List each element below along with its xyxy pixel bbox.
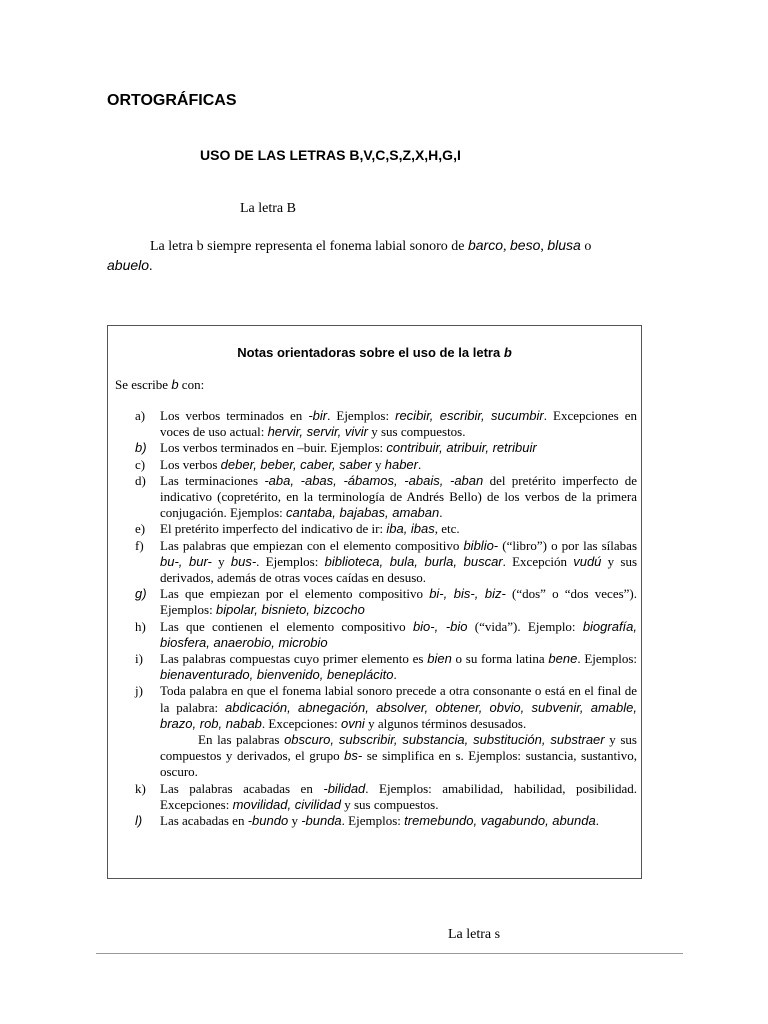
notes-box bbox=[107, 325, 642, 879]
intro-paragraph: La letra b siempre representa el fonema labial sonoro de barco, beso, blusa o abuelo. bbox=[107, 237, 592, 274]
list-item: h) Las que contienen el elemento compositivo bio-, -bio (“vida”). Ejemplo: biografía, biosfera, anaerobio, microbio bbox=[135, 618, 638, 650]
list-item: j) Toda palabra en que el fonema labial sonoro precede a otra consonante o está en el final de la palabra: abdicación, abnegación, absolver, obtener, obvio, subvenir, amable, brazo, rob, nabab. Excepciones: ovni y algunos términos desusados. En las palabras obscuro, subscribir, substancia, substitución, substraer y sus compuestos y derivados, el grupo bs- se simplifica en s. Ejemplos: sustancia, sustantivo, oscuro. bbox=[135, 683, 637, 780]
divider bbox=[96, 953, 683, 954]
list-item: d) Las terminaciones -aba, -abas, -ábamos, -abais, -aban del pretérito imperfecto de indicativo (copretérito, en la terminología de Andrés Bello) de los verbos de la primera conjugación. Ejemplos: cantaba, bajabas, amaban. bbox=[135, 472, 638, 521]
list-item: k) Las palabras acabadas en -bilidad. Ejemplos: amabilidad, habilidad, posibilidad. Excepciones: movilidad, civilidad y sus compuestos. bbox=[135, 780, 637, 812]
list-item: a) Los verbos terminados en -bir. Ejemplos: recibir, escribir, sucumbir. Excepciones en voces de uso actual: hervir, servir, vivir y sus compuestos. bbox=[135, 408, 638, 440]
notes-lead: Se escribe b con: bbox=[115, 377, 205, 392]
list-item: c) Los verbos deber, beber, caber, saber y haber. bbox=[135, 456, 422, 472]
list-item: i) Las palabras compuestas cuyo primer elemento es bien o su forma latina bene. Ejemplos: bienaventurado, bienvenido, beneplácito. bbox=[135, 651, 638, 683]
list-item: l) Las acabadas en -bundo y -bunda. Ejemplos: tremebundo, vagabundo, abunda. bbox=[135, 813, 599, 829]
list-item: f) Las palabras que empiezan con el elemento compositivo biblio- (“libro”) o por las sílabas bu-, bur- y bus-. Ejemplos: biblioteca, bula, burla, buscar. Excepción vudú y sus derivados, además de otras voces caídas en desuso. bbox=[135, 537, 638, 586]
rules-list bbox=[135, 408, 637, 829]
document-title: ORTOGRÁFICAS bbox=[107, 92, 237, 109]
list-item: g) Las que empiezan por el elemento compositivo bi-, bis-, biz- (“dos” o “dos veces”). Ejemplos: bipolar, bisnieto, bizcocho bbox=[135, 586, 637, 618]
list-item: e) El pretérito imperfecto del indicativo de ir: iba, ibas, etc. bbox=[135, 521, 460, 537]
list-item: b) Los verbos terminados en –buir. Ejemplos: contribuir, atribuir, retribuir bbox=[135, 440, 537, 456]
section-heading-b: La letra B bbox=[240, 201, 296, 216]
notes-title: Notas orientadoras sobre el uso de la letra b bbox=[237, 345, 512, 360]
section-heading-s: La letra s bbox=[448, 927, 501, 942]
document-subtitle: USO DE LAS LETRAS B,V,C,S,Z,X,H,G,I bbox=[200, 147, 461, 163]
